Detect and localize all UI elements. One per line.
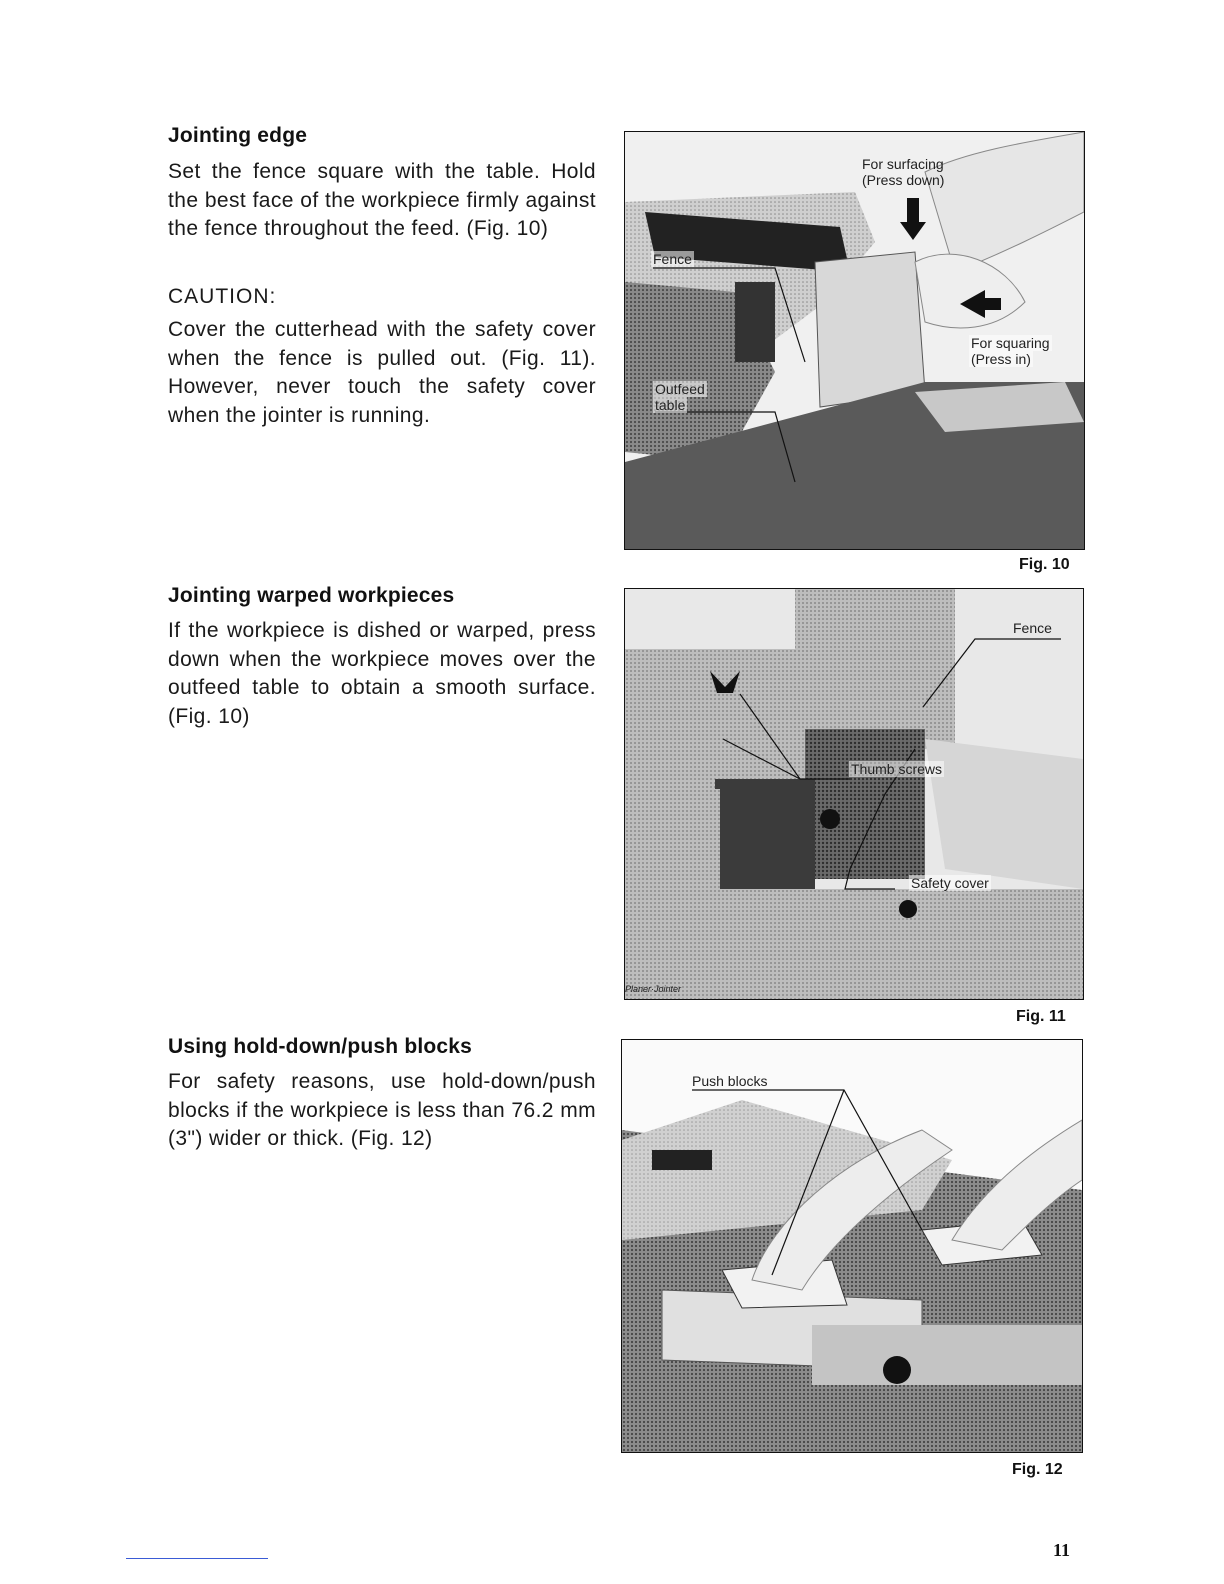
fig10-label-press-down: (Press down) bbox=[862, 172, 945, 188]
heading-jointing-edge: Jointing edge bbox=[168, 124, 308, 147]
fig11-caption: Fig. 11 bbox=[1016, 1008, 1066, 1025]
fig10-label-squaring: For squaring bbox=[971, 335, 1050, 351]
paragraph-caution: Cover the cutterhead with the safety cover when the fence is pulled out. (Fig. 11). However, never touch the safety cover when the jointer is running. bbox=[168, 318, 596, 427]
heading-jointing-warped: Jointing warped workpieces bbox=[168, 584, 455, 607]
paragraph-jointing-edge: Set the fence square with the table. Hold the best face of the workpiece firmly against the fence throughout the feed. (Fig. 10) bbox=[168, 160, 596, 240]
fig10-label-fence: Fence bbox=[653, 251, 692, 267]
figure-11 bbox=[624, 588, 1084, 1000]
fig10-label-surfacing: For surfacing bbox=[862, 156, 944, 172]
page-number: 11 bbox=[1053, 1540, 1071, 1560]
paragraph-push-blocks: For safety reasons, use hold-down/push blocks if the workpiece is less than 76.2 mm (3") wider or thick. (Fig. 12) bbox=[168, 1070, 596, 1150]
fig10-caption: Fig. 10 bbox=[1019, 556, 1070, 573]
footer-rule bbox=[126, 1558, 268, 1559]
fig11-label-safety-cover: Safety cover bbox=[911, 875, 989, 891]
fig11-photo bbox=[625, 589, 1083, 999]
heading-push-blocks: Using hold-down/push blocks bbox=[168, 1035, 473, 1058]
fig12-photo bbox=[622, 1040, 1082, 1452]
fig11-label-fence: Fence bbox=[1013, 620, 1052, 636]
fig10-label-table: table bbox=[655, 397, 686, 413]
fig12-label-push-blocks: Push blocks bbox=[692, 1073, 768, 1089]
fig12-caption: Fig. 12 bbox=[1012, 1461, 1063, 1478]
figure-12 bbox=[621, 1039, 1083, 1453]
figure-10 bbox=[624, 131, 1085, 550]
fig10-label-outfeed: Outfeed bbox=[655, 381, 705, 397]
fig10-label-press-in: (Press in) bbox=[971, 351, 1031, 367]
caution-title: CAUTION: bbox=[168, 285, 277, 308]
fig11-label-thumb-screws: Thumb screws bbox=[851, 761, 943, 777]
fig11-brand-logo: Planer·Jointer bbox=[625, 984, 682, 994]
paragraph-jointing-warped: If the workpiece is dished or warped, press down when the workpiece moves over the outfeed table to obtain a smooth surface. (Fig. 10) bbox=[168, 619, 596, 728]
